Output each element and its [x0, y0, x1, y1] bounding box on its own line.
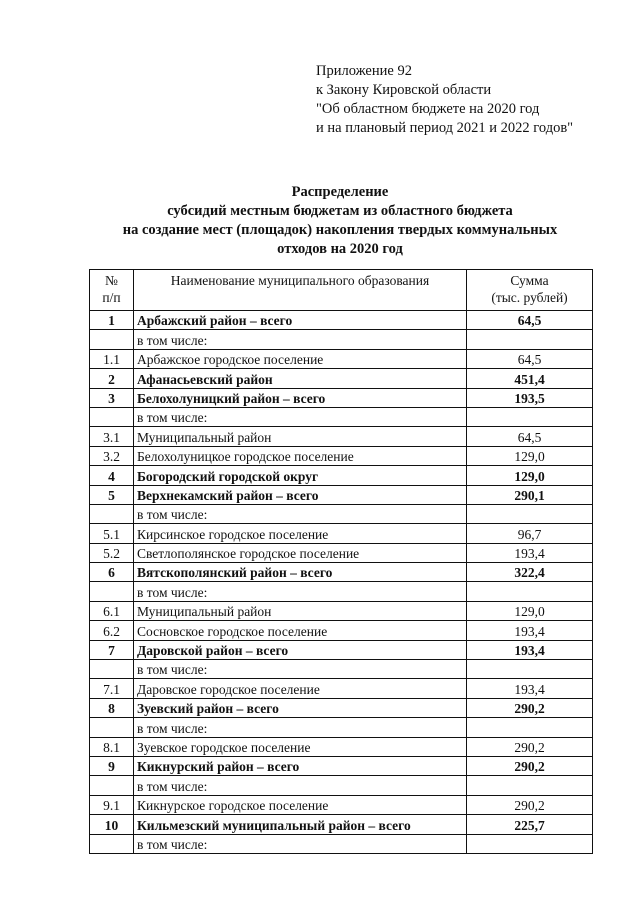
row-name-cell: в том числе: — [134, 582, 467, 601]
row-num-cell: 3.2 — [90, 446, 134, 465]
row-name-cell: в том числе: — [134, 330, 467, 349]
row-num-cell: 10 — [90, 815, 134, 834]
row-num-cell: 6 — [90, 563, 134, 582]
table-row — [90, 756, 593, 775]
row-num-cell: 4 — [90, 466, 134, 485]
table-row — [90, 446, 593, 465]
row-sum-cell: 193,4 — [467, 621, 593, 640]
row-num-cell — [90, 834, 134, 853]
header-sum-line-1: Сумма — [510, 273, 549, 288]
row-name-cell: в том числе: — [134, 834, 467, 853]
row-name-cell: Верхнекамский район – всего — [134, 485, 467, 504]
row-sum-cell — [467, 504, 593, 523]
row-name-cell: в том числе: — [134, 660, 467, 679]
table-row — [90, 349, 593, 368]
row-sum-cell: 290,2 — [467, 737, 593, 756]
row-name-cell: в том числе: — [134, 504, 467, 523]
row-num-cell — [90, 407, 134, 426]
table-row — [90, 815, 593, 834]
row-sum-cell: 290,1 — [467, 485, 593, 504]
row-num-cell: 8 — [90, 698, 134, 717]
row-name-cell: Богородский городской округ — [134, 466, 467, 485]
row-sum-cell: 451,4 — [467, 369, 593, 388]
row-name-cell: Светлополянское городское поселение — [134, 543, 467, 562]
table-row — [90, 737, 593, 756]
row-name-cell: Зуевское городское поселение — [134, 737, 467, 756]
row-name-cell: Муниципальный район — [134, 427, 467, 446]
row-num-cell: 9 — [90, 756, 134, 775]
table-row — [90, 466, 593, 485]
row-name-cell: Даровской район – всего — [134, 640, 467, 659]
header-num-line-2: п/п — [102, 290, 121, 305]
row-sum-cell: 129,0 — [467, 601, 593, 620]
row-num-cell: 3 — [90, 388, 134, 407]
table-row — [90, 718, 593, 737]
row-num-cell: 9.1 — [90, 795, 134, 814]
table-row — [90, 407, 593, 426]
header-name-text: Наименование муниципального образования — [170, 273, 430, 288]
table-row — [90, 427, 593, 446]
table-row — [90, 582, 593, 601]
row-sum-cell: 290,2 — [467, 698, 593, 717]
row-name-cell: в том числе: — [134, 718, 467, 737]
table-row — [90, 369, 593, 388]
row-sum-cell: 129,0 — [467, 466, 593, 485]
row-name-cell: в том числе: — [134, 407, 467, 426]
table-row — [90, 795, 593, 814]
row-sum-cell — [467, 718, 593, 737]
row-sum-cell: 64,5 — [467, 427, 593, 446]
row-num-cell: 8.1 — [90, 737, 134, 756]
appendix-block — [316, 62, 573, 138]
row-num-cell: 2 — [90, 369, 134, 388]
row-num-cell: 7 — [90, 640, 134, 659]
appendix-line-2: к Закону Кировской области — [316, 82, 492, 98]
table-row — [90, 660, 593, 679]
row-sum-cell: 322,4 — [467, 563, 593, 582]
header-name — [134, 270, 467, 311]
row-num-cell: 5.2 — [90, 543, 134, 562]
row-sum-cell — [467, 582, 593, 601]
header-sum — [467, 270, 593, 311]
row-name-cell: Зуевский район – всего — [134, 698, 467, 717]
row-sum-cell: 290,2 — [467, 756, 593, 775]
appendix-line-3: "Об областном бюджете на 2020 год — [316, 101, 540, 117]
row-sum-cell: 129,0 — [467, 446, 593, 465]
title-line-4: отходов на 2020 год — [277, 241, 403, 257]
row-num-cell — [90, 718, 134, 737]
table-row — [90, 330, 593, 349]
header-sum-line-2: (тыс. рублей) — [491, 290, 568, 305]
row-sum-cell: 64,5 — [467, 311, 593, 330]
header-num-line-1: № — [105, 273, 118, 288]
title-line-1: Распределение — [291, 184, 389, 200]
row-sum-cell: 64,5 — [467, 349, 593, 368]
row-sum-cell: 193,4 — [467, 679, 593, 698]
row-num-cell — [90, 776, 134, 795]
table-row — [90, 485, 593, 504]
document-title — [60, 183, 620, 259]
row-sum-cell — [467, 330, 593, 349]
row-name-cell: Белохолуницкий район – всего — [134, 388, 467, 407]
row-name-cell: Кикнурское городское поселение — [134, 795, 467, 814]
header-num — [90, 270, 134, 311]
appendix-line-1: Приложение 92 — [316, 63, 412, 79]
appendix-line-4: и на плановый период 2021 и 2022 годов" — [316, 120, 574, 136]
table-row — [90, 640, 593, 659]
table-row — [90, 563, 593, 582]
row-name-cell: Даровское городское поселение — [134, 679, 467, 698]
row-sum-cell — [467, 660, 593, 679]
row-name-cell: Кирсинское городское поселение — [134, 524, 467, 543]
row-name-cell: Муниципальный район — [134, 601, 467, 620]
row-sum-cell: 96,7 — [467, 524, 593, 543]
table-row — [90, 679, 593, 698]
row-name-cell: Афанасьевский район — [134, 369, 467, 388]
title-line-2: субсидий местным бюджетам из областного бюджета — [167, 203, 513, 219]
row-num-cell — [90, 582, 134, 601]
row-sum-cell — [467, 834, 593, 853]
row-name-cell: Арбажский район – всего — [134, 311, 467, 330]
row-sum-cell: 193,4 — [467, 543, 593, 562]
row-name-cell: Вятскополянский район – всего — [134, 563, 467, 582]
table-row — [90, 388, 593, 407]
table-body — [90, 311, 593, 854]
row-num-cell: 6.1 — [90, 601, 134, 620]
row-num-cell — [90, 504, 134, 523]
table-row — [90, 601, 593, 620]
table-row — [90, 834, 593, 853]
row-name-cell: в том числе: — [134, 776, 467, 795]
row-sum-cell: 225,7 — [467, 815, 593, 834]
subsidy-table — [89, 269, 593, 854]
row-num-cell: 6.2 — [90, 621, 134, 640]
row-num-cell: 7.1 — [90, 679, 134, 698]
row-num-cell: 1 — [90, 311, 134, 330]
row-sum-cell — [467, 776, 593, 795]
row-num-cell — [90, 660, 134, 679]
row-sum-cell: 193,4 — [467, 640, 593, 659]
row-num-cell: 5 — [90, 485, 134, 504]
table-row — [90, 543, 593, 562]
table-row — [90, 621, 593, 640]
row-sum-cell — [467, 407, 593, 426]
table-row — [90, 776, 593, 795]
row-name-cell: Кильмезский муниципальный район – всего — [134, 815, 467, 834]
row-sum-cell: 193,5 — [467, 388, 593, 407]
table-row — [90, 311, 593, 330]
title-line-3: на создание мест (площадок) накопления твердых коммунальных — [122, 222, 558, 238]
row-num-cell — [90, 330, 134, 349]
row-name-cell: Белохолуницкое городское поселение — [134, 446, 467, 465]
table-row — [90, 504, 593, 523]
table-row — [90, 698, 593, 717]
row-name-cell: Сосновское городское поселение — [134, 621, 467, 640]
row-num-cell: 1.1 — [90, 349, 134, 368]
table-row — [90, 524, 593, 543]
row-name-cell: Арбажское городское поселение — [134, 349, 467, 368]
row-num-cell: 3.1 — [90, 427, 134, 446]
row-name-cell: Кикнурский район – всего — [134, 756, 467, 775]
row-num-cell: 5.1 — [90, 524, 134, 543]
table-header-row — [90, 270, 593, 311]
row-sum-cell: 290,2 — [467, 795, 593, 814]
